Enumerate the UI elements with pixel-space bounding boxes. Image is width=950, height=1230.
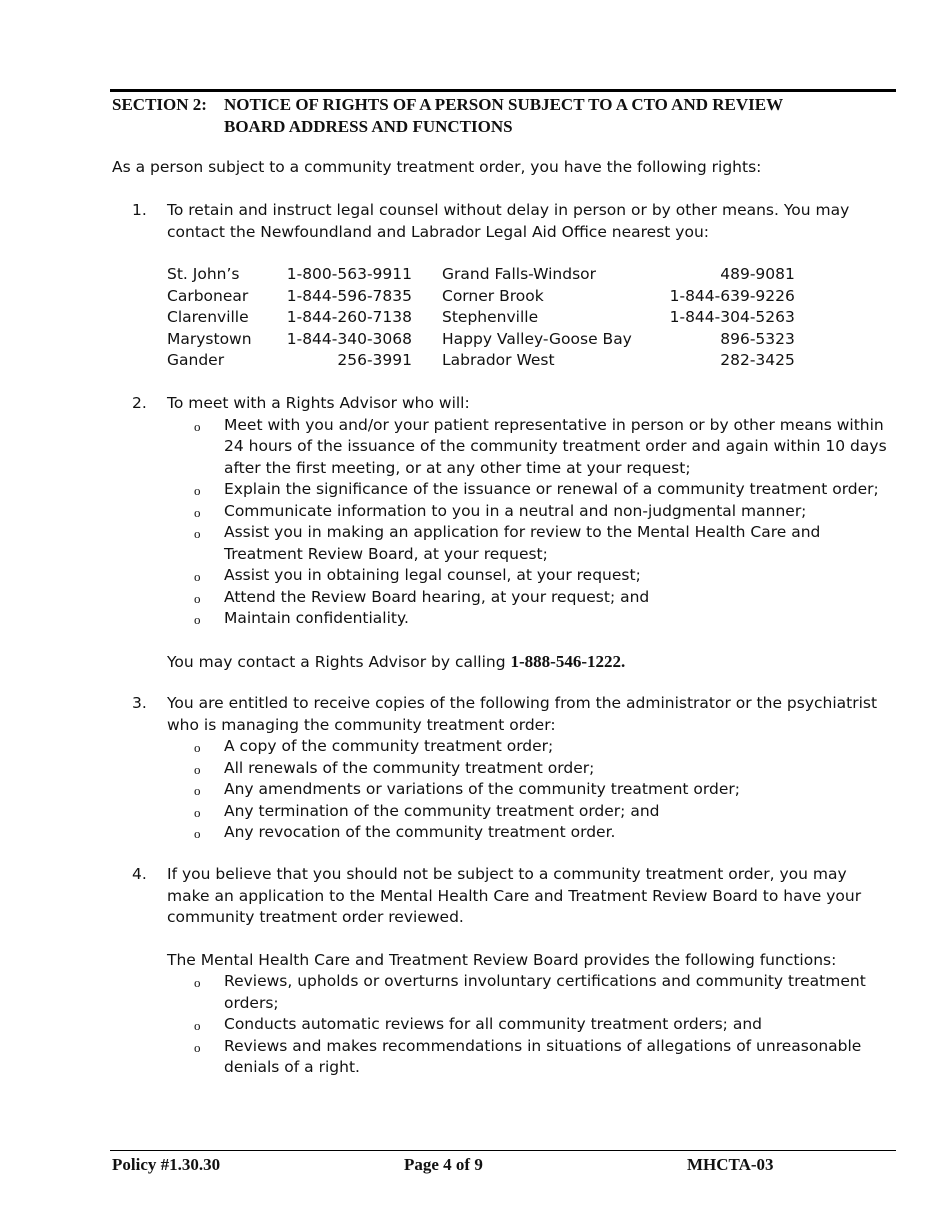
item-text: To meet with a Rights Advisor who will: xyxy=(167,394,470,412)
top-rule xyxy=(110,89,896,92)
list-item xyxy=(167,608,894,630)
office-city: Marystown xyxy=(167,329,252,348)
list-item-text: Maintain confidentiality. xyxy=(224,609,409,627)
list-item-text: Reviews and makes recommendations in situations of allegations of unreasonable denials of a right. xyxy=(224,1036,862,1076)
list-item-text: Meet with you and/or your patient representative in person or by other means within 24 hours of the issuance of the community treatment order and again within 10 days after the first meeting, or at any other time at your request; xyxy=(224,415,887,477)
board-functions-list xyxy=(167,971,894,1079)
right-item-4 xyxy=(132,864,894,1079)
rights-advisor-contact xyxy=(167,651,894,674)
rights-advisor-duties-list xyxy=(167,415,894,630)
bullet-icon: o xyxy=(194,483,201,498)
office-phone: 282-3425 xyxy=(720,351,795,369)
office-phone: 1-844-260-7138 xyxy=(286,308,412,326)
bullet-icon: o xyxy=(194,804,201,820)
office-phone: 896-5323 xyxy=(720,329,795,348)
office-city: Stephenville xyxy=(442,308,539,326)
footer-policy: Policy #1.30.30 xyxy=(112,1155,221,1174)
list-item-text: Assist you in making an application for review to the Mental Health Care and Treatment Review Board, at your request; xyxy=(224,523,821,563)
bullet-icon: o xyxy=(194,740,201,755)
section-heading xyxy=(112,94,892,138)
section-title-line1: NOTICE OF RIGHTS OF A PERSON SUBJECT TO A CTO AND REVIEW xyxy=(224,95,784,114)
list-item xyxy=(167,758,894,780)
office-phone: 1-844-304-5263 xyxy=(669,308,795,326)
list-item xyxy=(167,779,894,801)
office-row xyxy=(167,286,795,308)
bullet-icon: o xyxy=(194,761,201,777)
legal-aid-offices-table xyxy=(167,264,795,372)
item-number: 1. xyxy=(132,201,147,219)
right-item-1 xyxy=(132,200,894,372)
list-item xyxy=(167,479,894,501)
list-item xyxy=(167,565,894,587)
list-item-text: Any revocation of the community treatment order. xyxy=(224,823,616,841)
item-number: 4. xyxy=(132,865,147,883)
list-item xyxy=(167,1014,894,1036)
list-item xyxy=(167,736,894,758)
right-item-2 xyxy=(132,393,894,673)
bullet-icon: o xyxy=(194,826,201,841)
office-phone: 1-844-340-3068 xyxy=(286,329,412,348)
bullet-icon: o xyxy=(194,504,201,520)
list-item-text: Any termination of the community treatment order; and xyxy=(224,801,660,820)
bullet-icon: o xyxy=(194,526,201,541)
list-item xyxy=(167,587,894,609)
footer-page-number: Page 4 of 9 xyxy=(404,1155,483,1174)
office-city: Corner Brook xyxy=(442,286,544,305)
list-item xyxy=(167,801,894,823)
bullet-icon: o xyxy=(194,1018,201,1033)
bullet-icon: o xyxy=(194,569,201,584)
list-item-text: Communicate information to you in a neutral and non-judgmental manner; xyxy=(224,501,807,520)
list-item xyxy=(167,1036,894,1079)
list-item-text: All renewals of the community treatment order; xyxy=(224,758,595,777)
item-number: 2. xyxy=(132,394,147,412)
item-number: 3. xyxy=(132,694,147,712)
bullet-icon: o xyxy=(194,975,201,990)
office-city: Happy Valley-Goose Bay xyxy=(442,329,632,348)
office-row xyxy=(167,264,795,286)
item-text: To retain and instruct legal counsel without delay in person or by other means. You may contact the Newfoundland and Labrador Legal Aid Office nearest you: xyxy=(167,201,850,241)
office-city: Carbonear xyxy=(167,286,249,305)
office-phone: 489-9081 xyxy=(720,265,795,283)
list-item-text: Conducts automatic reviews for all community treatment orders; and xyxy=(224,1015,762,1033)
office-city: Labrador West xyxy=(442,351,555,369)
list-item xyxy=(167,522,894,565)
office-phone: 1-844-639-9226 xyxy=(669,286,795,305)
list-item xyxy=(167,501,894,523)
bullet-icon: o xyxy=(194,1039,201,1055)
office-city: St. John’s xyxy=(167,265,240,283)
list-item xyxy=(167,415,894,480)
office-row xyxy=(167,307,795,329)
list-item-text: Reviews, upholds or overturns involuntary certifications and community treatment orders; xyxy=(224,972,866,1012)
item-text: You are entitled to receive copies of the following from the administrator or the psychiatrist who is managing the community treatment order: xyxy=(167,694,878,734)
bullet-icon: o xyxy=(194,418,201,434)
list-item xyxy=(167,822,894,844)
rights-advisor-phone: 1-888-546-1222. xyxy=(510,651,626,671)
list-item xyxy=(167,971,894,1014)
section-label: SECTION 2: xyxy=(112,95,207,114)
bullet-icon: o xyxy=(194,590,201,606)
office-phone: 1-844-596-7835 xyxy=(286,286,412,305)
bullet-icon: o xyxy=(194,612,201,627)
footer-code: MHCTA-03 xyxy=(687,1155,774,1174)
board-functions-intro: The Mental Health Care and Treatment Review Board provides the following functions: xyxy=(167,950,837,969)
section-title-line2: BOARD ADDRESS AND FUNCTIONS xyxy=(224,117,513,136)
right-item-3 xyxy=(132,693,894,844)
office-city: Clarenville xyxy=(167,308,249,326)
office-phone: 256-3991 xyxy=(337,351,412,369)
contact-text: You may contact a Rights Advisor by calling xyxy=(167,652,506,671)
footer-rule xyxy=(110,1150,896,1151)
list-item-text: Any amendments or variations of the community treatment order; xyxy=(224,780,740,798)
office-row xyxy=(167,329,795,351)
item-text: If you believe that you should not be subject to a community treatment order, you may make an application to the Mental Health Care and Treatment Review Board to have your community treatment order reviewed. xyxy=(167,865,862,926)
office-row xyxy=(167,350,795,372)
office-city: Grand Falls-Windsor xyxy=(442,265,597,283)
list-item-text: Attend the Review Board hearing, at your request; and xyxy=(224,587,650,606)
list-item-text: A copy of the community treatment order; xyxy=(224,737,554,755)
office-phone: 1-800-563-9911 xyxy=(286,265,412,283)
list-item-text: Assist you in obtaining legal counsel, at your request; xyxy=(224,566,641,584)
list-item-text: Explain the significance of the issuance or renewal of a community treatment order; xyxy=(224,480,879,498)
copies-list xyxy=(167,736,894,844)
intro-text: As a person subject to a community treatment order, you have the following rights: xyxy=(112,158,762,176)
bullet-icon: o xyxy=(194,783,201,798)
office-city: Gander xyxy=(167,351,225,369)
